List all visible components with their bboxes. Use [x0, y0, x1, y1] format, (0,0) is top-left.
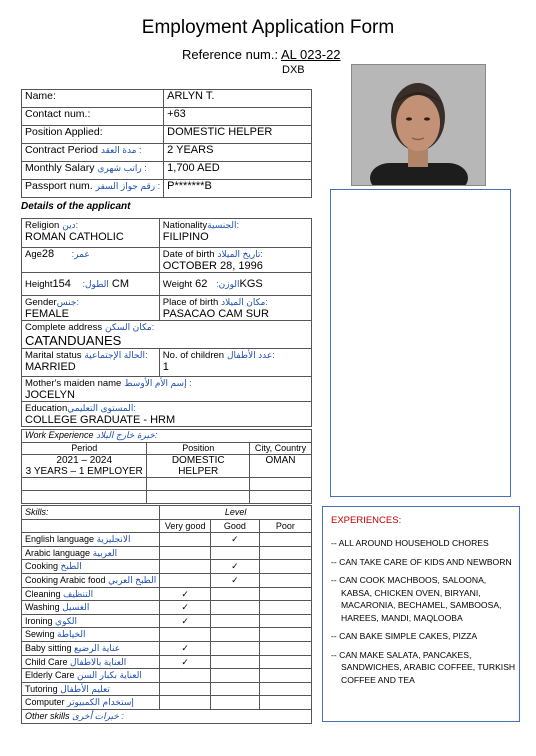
skill-row [22, 641, 312, 655]
check-icon: ✓ [231, 534, 239, 545]
nationality-value: FILIPINO [162, 231, 209, 243]
skill-level-cell [160, 641, 211, 655]
applicant-photo [351, 64, 486, 186]
skill-level-cell [259, 669, 311, 683]
skill-level-cell [160, 682, 211, 696]
skill-level-cell [211, 546, 260, 560]
reference-label: Reference num.: [182, 47, 279, 62]
skill-level-cell [211, 628, 260, 642]
skill-name: Ironing الكوي [22, 614, 160, 628]
level-very-good: Very good [160, 519, 211, 533]
skill-row [22, 682, 312, 696]
basic-value: 2 YEARS [164, 144, 312, 162]
work-header: Position [147, 443, 250, 455]
other-skills: Other skills خبرات أخرى : [22, 709, 312, 723]
skill-name: Baby sitting عناية الرضيع [22, 641, 160, 655]
skill-level-cell [160, 560, 211, 574]
skill-row [22, 587, 312, 601]
experience-item: -- ALL AROUND HOUSEHOLD CHORES [331, 538, 489, 548]
skill-name: Sewing الخياطة [22, 628, 160, 642]
details-title: Details of the applicant [21, 201, 131, 212]
nationality-cell: Nationalityالجنسية: FILIPINO [159, 219, 311, 248]
skill-level-cell [211, 641, 260, 655]
work-title-cell: Work Experience خبرة خارج البلاد: [22, 430, 312, 443]
mother-cell: Mother's maiden name إسم الأم الأوسط : JOCELYN [22, 377, 312, 402]
basic-value: ARLYN T. [164, 90, 312, 108]
skill-level-cell [160, 655, 211, 669]
skill-level-cell [160, 587, 211, 601]
work-cell: OMAN [250, 455, 312, 478]
skill-level-cell [259, 560, 311, 574]
skill-row [22, 601, 312, 615]
level-header: Level [160, 506, 312, 520]
form-title: Employment Application Form [141, 17, 395, 38]
address-value: CATANDUANES [25, 333, 122, 348]
skill-level-cell [211, 560, 260, 574]
skill-level-cell [259, 546, 311, 560]
skills-title: Skills: [22, 506, 160, 520]
education-cell: Educationالمستوى التعليمي: COLLEGE GRADUATE - HRM [22, 402, 312, 427]
check-icon: ✓ [181, 602, 189, 613]
experience-item: -- CAN COOK MACHBOOS, SALOONA, KABSA, CHICKEN OVEN, BIRYANI, MACARONIA, BECHAMEL, SAMBOOSA, HAREES, MANDI, MAQLOOBA [331, 575, 502, 623]
weight-value: 62KGS [195, 278, 263, 290]
dob-cell: Date of birth تاريخ الميلاد: OCTOBER 28, 1996 [159, 248, 311, 273]
skill-level-cell [211, 696, 260, 710]
skill-level-cell [211, 573, 260, 587]
work-experience-table [21, 429, 312, 504]
gender-value: FEMALE [25, 308, 70, 320]
experiences-list [331, 537, 517, 692]
reference-number [182, 47, 341, 62]
basic-label: Passport num. رقم جواز السفر : [22, 180, 164, 198]
skill-row [22, 669, 312, 683]
skill-level-cell [160, 546, 211, 560]
work-cell: DOMESTIC HELPER [147, 455, 250, 478]
religion-cell: Religion دين: ROMAN CATHOLIC [22, 219, 160, 248]
skill-level-cell [160, 614, 211, 628]
skills-table [21, 505, 312, 724]
skill-name: Elderly Care العناية بكبار السن [22, 669, 160, 683]
basic-label: Monthly Salary راتب شهري : [22, 162, 164, 180]
skill-level-cell [160, 573, 211, 587]
height-cell: Height الطول: 154 CM [22, 273, 160, 296]
skill-row [22, 573, 312, 587]
height-value: 154 CM [52, 278, 129, 290]
religion-value: ROMAN CATHOLIC [25, 231, 124, 243]
marital-cell: Marital status الحالة الإجتماعية: MARRIED [22, 349, 160, 377]
basic-value: P*******B [164, 180, 312, 198]
skill-name: Cooking Arabic food الطبخ العربي [22, 573, 160, 587]
skill-level-cell [211, 533, 260, 547]
check-icon: ✓ [231, 574, 239, 585]
pob-value: PASACAO CAM SUR [162, 308, 269, 320]
skill-level-cell [259, 628, 311, 642]
experience-item: -- CAN BAKE SIMPLE CAKES, PIZZA [331, 631, 478, 641]
work-header: City, Country [250, 443, 312, 455]
skill-row [22, 546, 312, 560]
marital-value: MARRIED [25, 361, 76, 373]
work-header: Period [22, 443, 147, 455]
pob-cell: Place of birth مكان الميلاد: PASACAO CAM SUR [159, 296, 311, 321]
level-good: Good [211, 519, 260, 533]
basic-info-table [21, 89, 312, 198]
age-value: 28 [41, 248, 55, 260]
skill-name: Tutoring تعليم الأطفال [22, 682, 160, 696]
skill-row [22, 628, 312, 642]
address-cell: Complete address مكان السكن: CATANDUANES [22, 321, 312, 349]
basic-row [22, 162, 312, 180]
basic-row [22, 126, 312, 144]
skill-level-cell [259, 601, 311, 615]
skill-level-cell [160, 628, 211, 642]
skill-level-cell [211, 682, 260, 696]
skill-name: Computer إستخدام الكمبيوتر [22, 696, 160, 710]
skill-level-cell [259, 655, 311, 669]
reference-value: AL 023-22 [281, 47, 341, 62]
basic-value: +63 [164, 108, 312, 126]
skill-level-cell [211, 669, 260, 683]
weight-cell: Weight الوزن: 62KGS [159, 273, 311, 296]
skill-level-cell [211, 655, 260, 669]
skill-row [22, 533, 312, 547]
work-cell: 2021 – 2024 3 YEARS – 1 EMPLOYER [22, 455, 147, 478]
experience-item: -- CAN TAKE CARE OF KIDS AND NEWBORN [331, 556, 512, 567]
level-poor: Poor [259, 519, 311, 533]
skill-level-cell [160, 696, 211, 710]
skill-level-cell [259, 641, 311, 655]
skill-name: Cooking الطبخ [22, 560, 160, 574]
dob-value: OCTOBER 28, 1996 [162, 260, 263, 272]
basic-label: Contract Period مدة العقد : [22, 144, 164, 162]
skill-level-cell [259, 587, 311, 601]
gender-cell: Genderجنس: FEMALE [22, 296, 160, 321]
skill-level-cell [211, 587, 260, 601]
basic-row [22, 144, 312, 162]
skill-name: Arabic language العربية [22, 546, 160, 560]
skill-level-cell [259, 573, 311, 587]
experiences-title: EXPERIENCES: [331, 515, 402, 526]
basic-row [22, 108, 312, 126]
check-icon: ✓ [181, 615, 189, 626]
children-cell: No. of children عدد الأطفال: 1 [159, 349, 311, 377]
skill-name: Child Care العناية بالاطفال [22, 655, 160, 669]
blank-box [330, 189, 511, 497]
basic-value: 1,700 AED [164, 162, 312, 180]
mother-value: JOCELYN [25, 389, 75, 401]
skill-level-cell [259, 696, 311, 710]
check-icon: ✓ [181, 588, 189, 599]
age-cell: Age عمر: 28 [22, 248, 160, 273]
skill-name: English language الانجليزية [22, 533, 160, 547]
location-code: DXB [282, 64, 305, 76]
skill-level-cell [259, 533, 311, 547]
skill-level-cell [160, 669, 211, 683]
skill-name: Washing الغسيل [22, 601, 160, 615]
basic-label: Contact num.: [22, 108, 164, 126]
work-row [22, 455, 312, 478]
basic-row [22, 90, 312, 108]
basic-label: Position Applied: [22, 126, 164, 144]
skill-row [22, 655, 312, 669]
check-icon: ✓ [181, 656, 189, 667]
skill-level-cell [160, 601, 211, 615]
education-value: COLLEGE GRADUATE - HRM [25, 414, 176, 426]
check-icon: ✓ [181, 642, 189, 653]
skill-level-cell [259, 614, 311, 628]
basic-row [22, 180, 312, 198]
skill-row [22, 560, 312, 574]
skill-name: Cleaning التنظيف [22, 587, 160, 601]
experience-item: -- CAN MAKE SALATA, PANCAKES, SANDWICHES, ARABIC COFFEE, TURKISH COFFEE AND TEA [331, 649, 516, 685]
skill-level-cell [259, 682, 311, 696]
basic-value: DOMESTIC HELPER [164, 126, 312, 144]
details-table [21, 218, 312, 427]
skill-level-cell [211, 614, 260, 628]
skill-level-cell [211, 601, 260, 615]
skill-row [22, 696, 312, 710]
skill-level-cell [160, 533, 211, 547]
basic-label: Name: [22, 90, 164, 108]
skill-row [22, 614, 312, 628]
experiences-box [322, 506, 520, 722]
check-icon: ✓ [231, 561, 239, 572]
children-value: 1 [162, 361, 169, 373]
